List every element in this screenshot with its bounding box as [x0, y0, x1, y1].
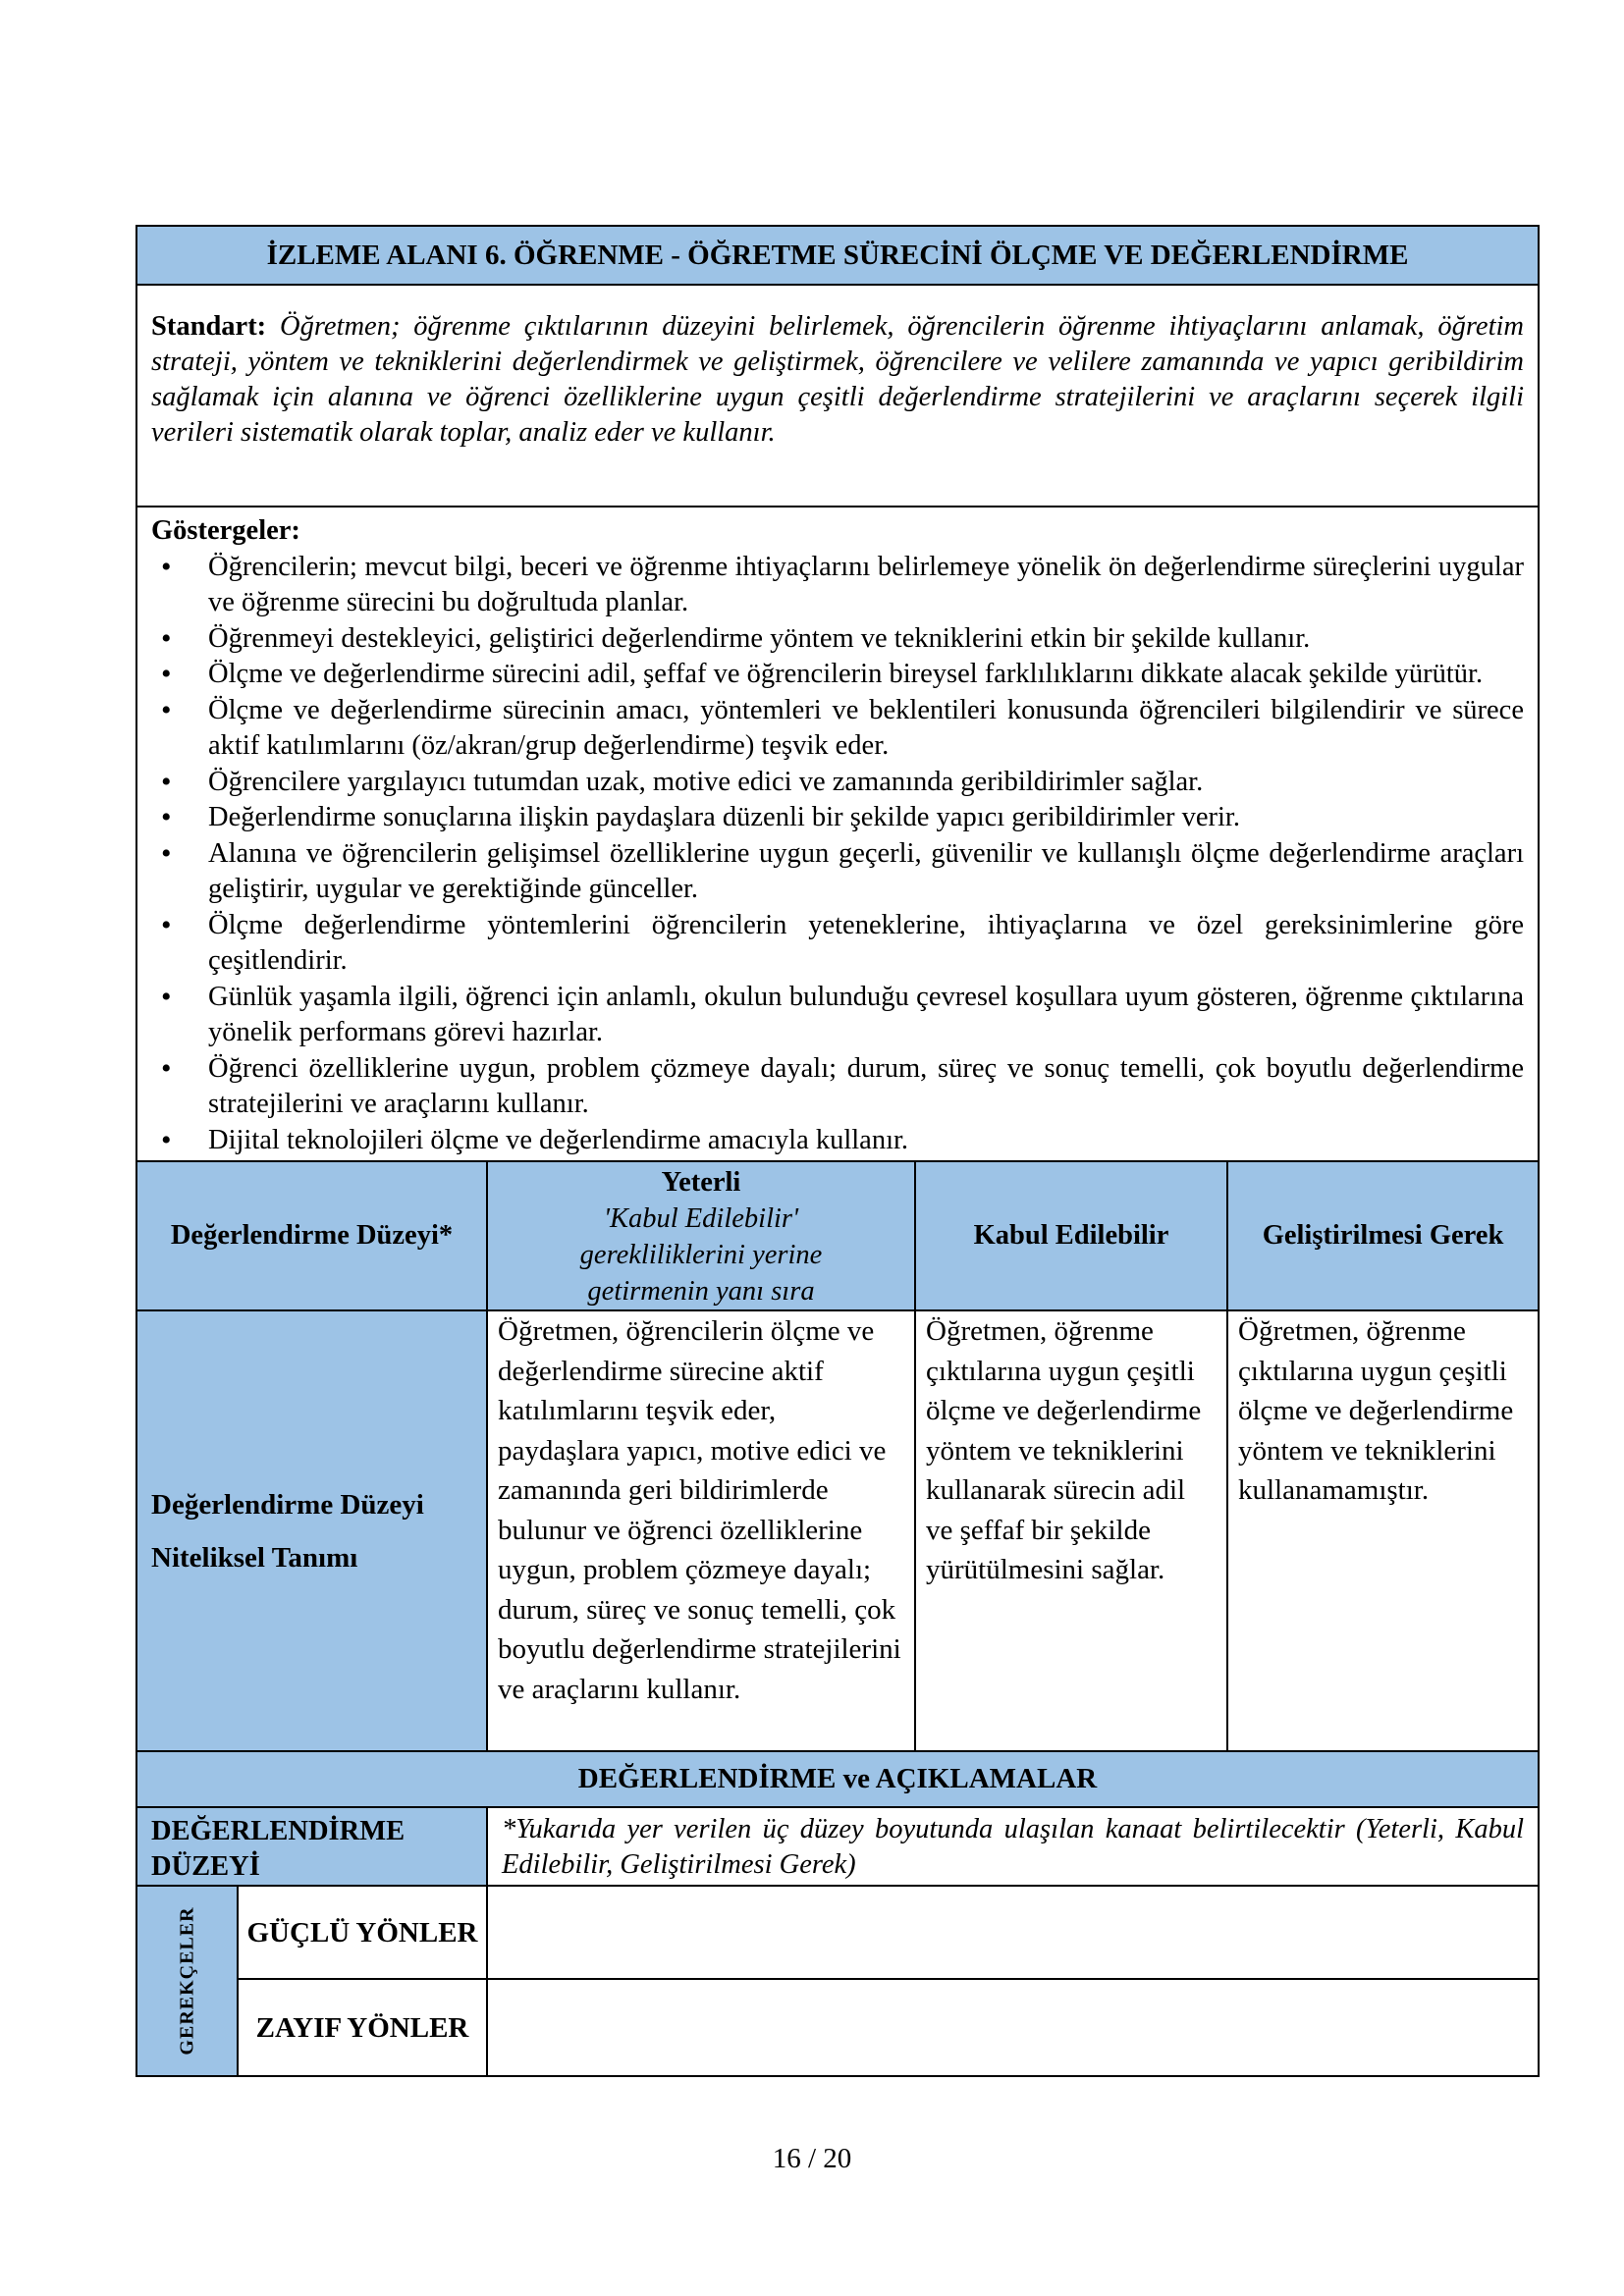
- level-yeterli-sub-2: gerekliliklerini yerine: [579, 1240, 823, 1270]
- indicator-item: • Öğrenmeyi destekleyici, geliştirici değerlendirme yöntem ve tekniklerini etkin bir şekilde kullanır.: [208, 621, 1524, 658]
- weaknesses-input[interactable]: [487, 1979, 1539, 2076]
- indicator-item: • Ölçme ve değerlendirme sürecini adil, şeffaf ve öğrencilerin bireysel farklılıklarını dikkate alacak şekilde yürütür.: [208, 657, 1524, 693]
- standard-text: Öğretmen; öğrenme çıktılarının düzeyini belirlemek, öğrencilerin öğrenme ihtiyaçlarını anlamak, öğretim strateji, yöntem ve tekniklerini değerlendirmek ve geliştirmek, öğrencilere ve velilere zamanında ve yapıcı geribildirim sağlamak için alanına ve öğrenci özelliklerine uygun çeşitli değerlendirme stratejilerini ve araçlarını seçerek ilgili verileri sistematik olarak toplar, analiz eder ve kullanır.: [151, 311, 1524, 448]
- description-kabul: Öğretmen, öğrenme çıktılarına uygun çeşitli ölçme ve değerlendirme yöntem ve tekniklerini kullanarak sürecin adil ve şeffaf bir şekilde yürütülmesini sağlar.: [915, 1310, 1227, 1751]
- evaluation-form: [135, 225, 1540, 2077]
- description-row-label-1: Değerlendirme Düzeyi: [151, 1488, 424, 1521]
- strengths-label: GÜÇLÜ YÖNLER: [238, 1886, 487, 1979]
- reasons-label-cell: [136, 1886, 238, 2076]
- description-gelistirilmesi: Öğretmen, öğrenme çıktılarına uygun çeşitli ölçme ve değerlendirme yöntem ve tekniklerini kullanamamıştır.: [1227, 1310, 1539, 1751]
- evaluation-level-note: *Yukarıda yer verilen üç düzey boyutunda ulaşılan kanaat belirtilecektir (Yeterli, Kabul Edilebilir, Geliştirilmesi Gerek): [487, 1807, 1539, 1886]
- page-number: 16 / 20: [772, 2143, 852, 2174]
- indicators-section: [136, 507, 1539, 1161]
- standard-label: Standart:: [151, 311, 267, 342]
- level-gelistirilmesi-header: Geliştirilmesi Gerek: [1227, 1161, 1539, 1310]
- strengths-input[interactable]: [487, 1886, 1539, 1979]
- description-yeterli: Öğretmen, öğrencilerin ölçme ve değerlendirme sürecine aktif katılımlarını teşvik eder, paydaşlara yapıcı, motive edici ve zamanında geri bildirimlerde bulunur ve öğrenci özelliklerine uygun, problem çözmeye dayalı; durum, süreç ve sonuç temelli, çok boyutlu değerlendirme stratejilerini ve araçlarını kullanır.: [487, 1310, 915, 1751]
- standard-section: [136, 285, 1539, 507]
- indicator-item: • Ölçme değerlendirme yöntemlerini öğrencilerin yeteneklerine, ihtiyaçlarına ve özel gereksinimlerine göre çeşitlendirir.: [208, 908, 1524, 980]
- indicators-list: [208, 550, 1524, 1159]
- evaluation-section-title: DEĞERLENDİRME ve AÇIKLAMALAR: [136, 1751, 1539, 1807]
- level-yeterli-sub-3: getirmenin yanı sıra: [587, 1276, 815, 1307]
- indicator-item: • Öğrencilerin; mevcut bilgi, beceri ve öğrenme ihtiyaçlarını belirlemeye yönelik ön değerlendirme süreçlerini uygular ve öğrenme sürecini bu doğrultuda planlar.: [208, 550, 1524, 621]
- indicator-item: • Öğrenci özelliklerine uygun, problem çözmeye dayalı; durum, süreç ve sonuç temelli, çok boyutlu değerlendirme stratejilerini ve araçlarını kullanır.: [208, 1051, 1524, 1123]
- reasons-label: GEREKÇELER: [176, 1906, 197, 2056]
- monitoring-area-title: İZLEME ALANI 6. ÖĞRENME - ÖĞRETME SÜRECİNİ ÖLÇME VE DEĞERLENDİRME: [136, 226, 1539, 285]
- indicator-item: • Alanına ve öğrencilerin gelişimsel özelliklerine uygun geçerli, güvenilir ve kullanışlı ölçme değerlendirme araçları geliştirir, uygular ve gerektiğinde günceller.: [208, 836, 1524, 908]
- level-yeterli-sub-1: 'Kabul Edilebilir': [603, 1203, 799, 1234]
- indicator-item: • Dijital teknolojileri ölçme ve değerlendirme amacıyla kullanır.: [208, 1123, 1524, 1159]
- description-row-label-2: Niteliksel Tanımı: [151, 1541, 358, 1574]
- level-yeterli-title: Yeterli: [661, 1167, 741, 1198]
- indicator-item: • Ölçme ve değerlendirme sürecinin amacı, yöntemleri ve beklentileri konusunda öğrencileri bilgilendirir ve sürece aktif katılımlarını (öz/akran/grup değerlendirme) teşvik eder.: [208, 693, 1524, 765]
- indicator-item: • Değerlendirme sonuçlarına ilişkin paydaşlara düzenli bir şekilde yapıcı geribildirimler verir.: [208, 800, 1524, 836]
- evaluation-level-label: DEĞERLENDİRME DÜZEYİ: [136, 1807, 487, 1886]
- level-kabul-header: Kabul Edilebilir: [915, 1161, 1227, 1310]
- indicator-item: • Günlük yaşamla ilgili, öğrenci için anlamlı, okulun bulunduğu çevresel koşullara uyum gösteren, öğrenme çıktılarına yönelik performans görevi hazırlar.: [208, 980, 1524, 1051]
- indicators-label: Göstergeler:: [151, 515, 300, 546]
- weaknesses-label: ZAYIF YÖNLER: [238, 1979, 487, 2076]
- indicator-item: • Öğrencilere yargılayıcı tutumdan uzak, motive edici ve zamanında geribildirimler sağlar.: [208, 765, 1524, 801]
- description-row-label: [136, 1310, 487, 1751]
- level-yeterli-header: [487, 1161, 915, 1310]
- level-row-label: Değerlendirme Düzeyi*: [136, 1161, 487, 1310]
